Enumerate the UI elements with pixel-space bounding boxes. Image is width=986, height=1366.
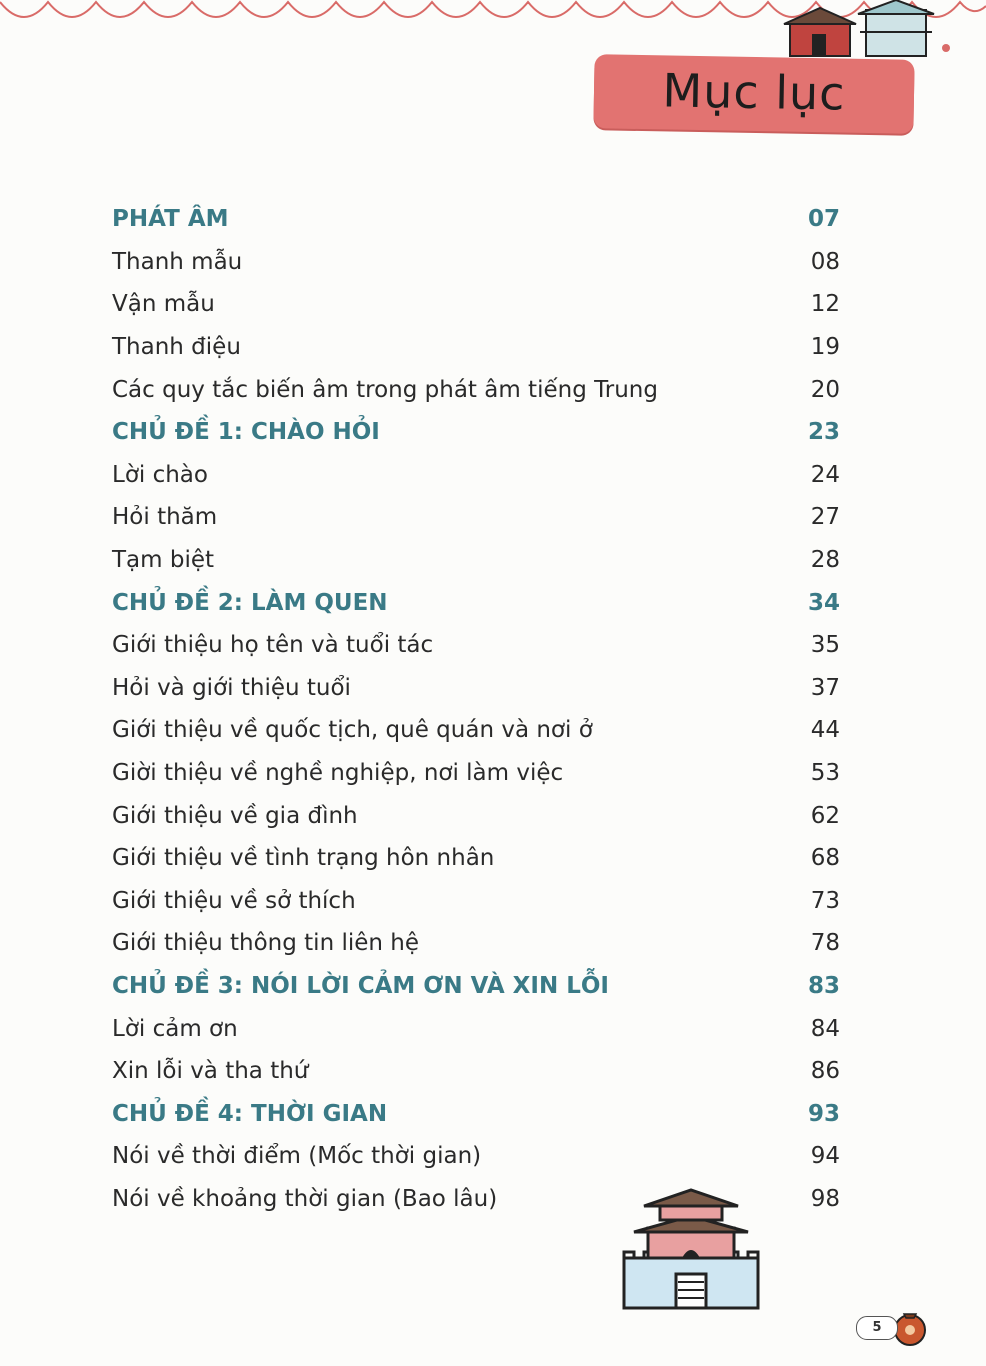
toc-label: PHÁT ÂM — [112, 206, 229, 233]
toc-row[interactable] — [112, 198, 840, 241]
toc-row[interactable] — [112, 454, 840, 497]
toc-page: 68 — [810, 845, 840, 872]
toc-page: 86 — [810, 1058, 840, 1085]
toc-row[interactable] — [112, 837, 840, 880]
toc-label: Thanh mẫu — [112, 248, 243, 275]
toc-row[interactable] — [112, 1050, 840, 1093]
toc-label: Xin lỗi và tha thứ — [112, 1058, 309, 1085]
toc-row[interactable] — [112, 922, 840, 965]
toc-label: Nói về khoảng thời gian (Bao lâu) — [112, 1185, 498, 1212]
toc-row[interactable] — [112, 752, 840, 795]
toc-label: Giới thiệu về tình trạng hôn nhân — [112, 845, 495, 872]
toc-page: 62 — [810, 802, 840, 829]
toc-label: CHỦ ĐỀ 2: LÀM QUEN — [112, 589, 388, 616]
toc-page: 44 — [810, 717, 840, 744]
toc-label: Các quy tắc biến âm trong phát âm tiếng Trung — [112, 376, 658, 403]
page-title: Mục lục — [662, 63, 846, 121]
toc-label: Giới thiệu về quốc tịch, quê quán và nơi ở — [112, 717, 593, 744]
toc-row[interactable] — [112, 539, 840, 582]
toc-page: 19 — [810, 334, 840, 361]
toc-page: 27 — [810, 504, 840, 531]
toc-row[interactable] — [112, 1092, 840, 1135]
toc-page: 37 — [810, 674, 840, 701]
toc-row[interactable] — [112, 283, 840, 326]
toc-page: 12 — [810, 291, 840, 318]
toc-label: Thanh điệu — [112, 334, 241, 361]
table-of-contents — [112, 198, 840, 1220]
toc-label: Vận mẫu — [112, 291, 215, 318]
toc-row[interactable] — [112, 880, 840, 923]
toc-label: Nói về thời điểm (Mốc thời gian) — [112, 1143, 482, 1170]
toc-page: 34 — [807, 589, 840, 616]
toc-row[interactable] — [112, 241, 840, 284]
toc-row[interactable] — [112, 581, 840, 624]
page-number: 5 — [856, 1316, 898, 1340]
toc-page: 83 — [807, 972, 840, 999]
toc-label: Hỏi và giới thiệu tuổi — [112, 674, 351, 701]
toc-label: Hỏi thăm — [112, 504, 218, 531]
toc-page: 23 — [807, 419, 840, 446]
toc-page: 35 — [810, 632, 840, 659]
toc-label: Giới thiệu thông tin liên hệ — [112, 930, 420, 957]
toc-page: 93 — [807, 1100, 840, 1127]
toc-page: 20 — [810, 376, 840, 403]
toc-row[interactable] — [112, 411, 840, 454]
toc-row[interactable] — [112, 624, 840, 667]
toc-page: 84 — [810, 1015, 840, 1042]
toc-row[interactable] — [112, 667, 840, 710]
toc-row[interactable] — [112, 1007, 840, 1050]
toc-label: CHỦ ĐỀ 1: CHÀO HỎI — [112, 419, 380, 446]
toc-row[interactable] — [112, 794, 840, 837]
toc-page: 94 — [810, 1143, 840, 1170]
toc-label: Giới thiệu họ tên và tuổi tác — [112, 632, 434, 659]
toc-label: Giời thiệu về nghề nghiệp, nơi làm việc — [112, 760, 564, 787]
page-number-badge — [842, 1306, 942, 1350]
toc-label: Giới thiệu về sở thích — [112, 887, 356, 914]
toc-label: Lời cảm ơn — [112, 1015, 238, 1042]
toc-label: CHỦ ĐỀ 4: THỜI GIAN — [112, 1100, 388, 1127]
toc-row[interactable] — [112, 496, 840, 539]
toc-page: 53 — [810, 760, 840, 787]
title-banner — [593, 54, 914, 134]
toc-page: 24 — [810, 461, 840, 488]
toc-label: Tạm biệt — [112, 547, 215, 574]
toc-page: 78 — [810, 930, 840, 957]
toc-page: 73 — [810, 887, 840, 914]
toc-row[interactable] — [112, 1135, 840, 1178]
toc-page: 08 — [810, 248, 840, 275]
toc-row[interactable] — [112, 326, 840, 369]
toc-label: Lời chào — [112, 461, 208, 488]
toc-page: 98 — [810, 1185, 840, 1212]
temple-illustration-icon — [620, 1186, 762, 1312]
toc-row[interactable] — [112, 709, 840, 752]
toc-label: Giới thiệu về gia đình — [112, 802, 358, 829]
toc-label: CHỦ ĐỀ 3: NÓI LỜI CẢM ƠN VÀ XIN LỖI — [112, 972, 609, 999]
toc-page: 07 — [807, 206, 840, 233]
toc-page: 28 — [810, 547, 840, 574]
toc-row[interactable] — [112, 368, 840, 411]
toc-row[interactable] — [112, 965, 840, 1008]
